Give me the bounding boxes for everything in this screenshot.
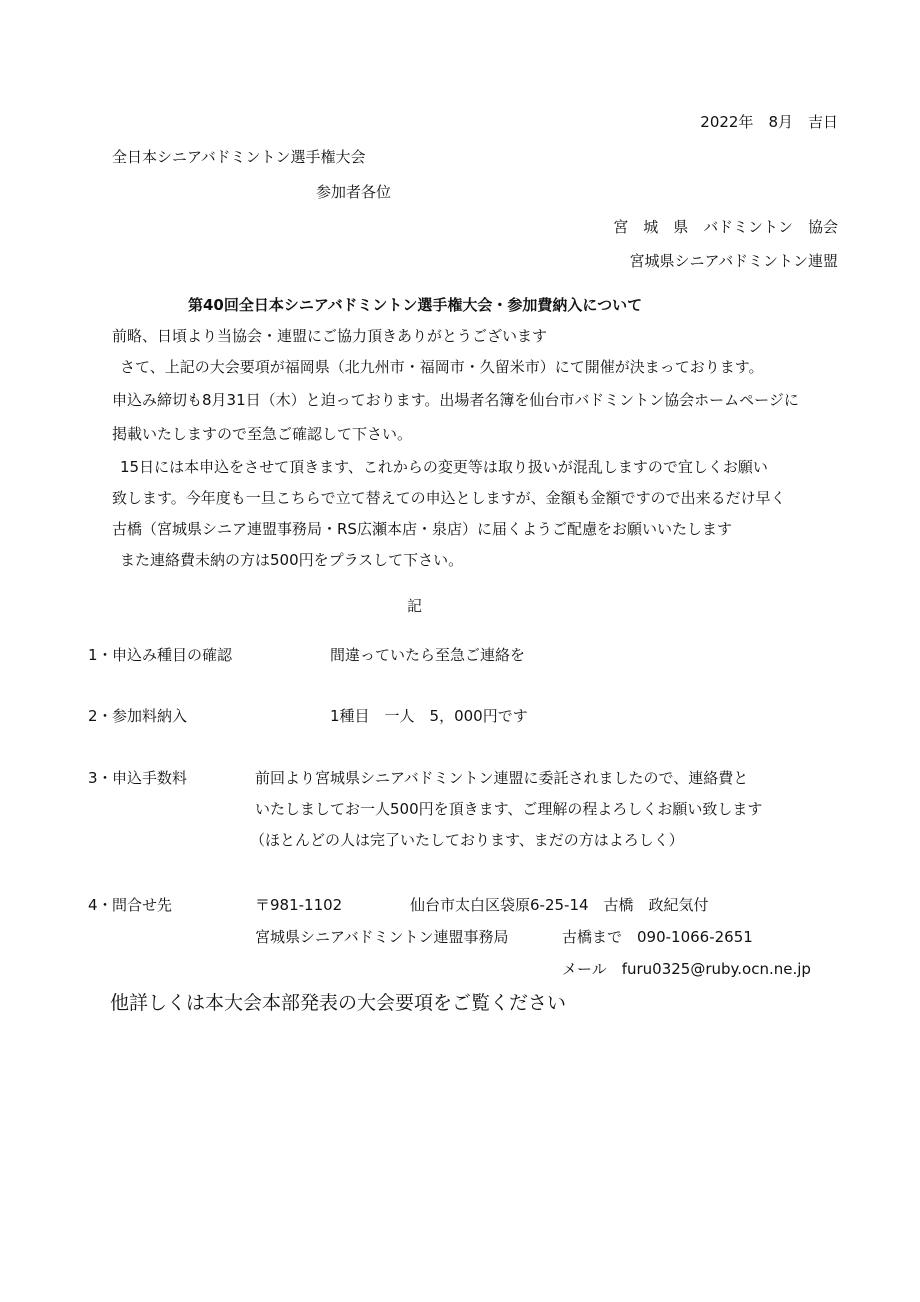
- footer-note: 他詳しくは本大会本部発表の大会要項をご覧ください: [110, 992, 567, 1014]
- item-2-number: 2・: [88, 707, 113, 725]
- recipient-event: 全日本シニアバドミントン選手権大会: [112, 148, 366, 166]
- contact-phone: 古橋まで 090-1066-2651: [562, 928, 753, 946]
- document-title: 第40回全日本シニアバドミントン選手権大会・参加費納入について: [188, 296, 643, 314]
- item-3-text-1: 前回より宮城県シニアバドミントン連盟に委託されましたので、連絡費と: [255, 769, 749, 787]
- item-1-text: 間違っていたら至急ご連絡を: [330, 646, 526, 664]
- body-line-8: また連絡費未納の方は500円をプラスして下さい。: [120, 551, 464, 569]
- item-4-number: 4・: [88, 896, 113, 914]
- contact-address: 仙台市太白区袋原6-25-14 古橋 政紀気付: [410, 896, 709, 914]
- body-line-2: さて、上記の大会要項が福岡県（北九州市・福岡市・久留米市）にて開催が決まっております。: [120, 358, 764, 376]
- body-line-4: 掲載いたしますので至急ご確認して下さい。: [112, 425, 413, 443]
- item-3-text-2: いたしましてお一人500円を頂きます、ご理解の程よろしくお願い致します: [255, 800, 763, 818]
- ki-heading: 記: [407, 597, 423, 615]
- item-3-label: 申込手数料: [112, 769, 188, 787]
- contact-email[interactable]: メール furu0325@ruby.ocn.ne.jp: [562, 960, 811, 978]
- sender-association: 宮 城 県 バドミントン 協会: [613, 218, 838, 236]
- body-line-7: 古橋（宮城県シニア連盟事務局・RS広瀬本店・泉店）に届くようご配慮をお願いいたします: [112, 520, 732, 538]
- item-2-label: 参加料納入: [112, 707, 188, 725]
- item-4-label: 問合せ先: [112, 896, 173, 914]
- body-line-6: 致します。今年度も一旦こちらで立て替えての申込としますが、金額も金額ですので出来るだけ早く: [112, 489, 786, 507]
- item-1-number: 1・: [88, 646, 113, 664]
- item-2-text: 1種目 一人 5，000円です: [330, 707, 528, 725]
- document-date: 2022年 8月 吉日: [700, 113, 838, 131]
- contact-office: 宮城県シニアバドミントン連盟事務局: [255, 928, 509, 946]
- sender-federation: 宮城県シニアバドミントン連盟: [629, 252, 838, 270]
- body-line-5: 15日には本申込をさせて頂きます、これからの変更等は取り扱いが混乱しますので宜しくお願い: [120, 458, 768, 476]
- item-3-text-3: （ほとんどの人は完了いたしております、まだの方はよろしく）: [250, 831, 684, 849]
- body-line-1: 前略、日頃より当協会・連盟にご協力頂きありがとうございます: [112, 327, 548, 345]
- item-3-number: 3・: [88, 769, 113, 787]
- item-1-label: 申込み種目の確認: [112, 646, 233, 664]
- recipient-participants: 参加者各位: [316, 183, 392, 201]
- contact-postal-code: 〒981-1102: [255, 896, 343, 914]
- body-line-3: 申込み締切も8月31日（木）と迫っております。出場者名簿を仙台市バドミントン協会ホームページに: [112, 391, 799, 409]
